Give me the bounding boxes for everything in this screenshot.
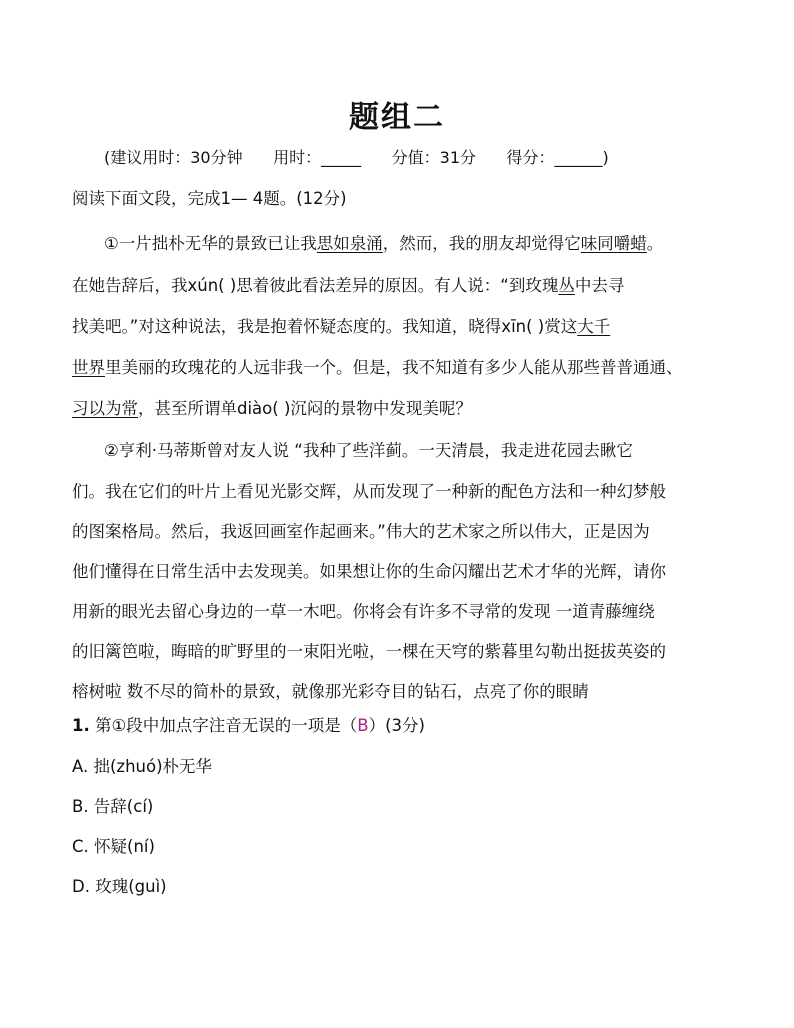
passage-text: ，甚至所谓单diào( )沉闷的景物中发现美呢？ [138, 399, 472, 418]
underlined-phrase: 味同嚼蜡 [580, 234, 647, 253]
underlined-phrase: 习以为常 [72, 399, 138, 418]
passage-line [72, 638, 666, 662]
question-number: 1. [72, 716, 90, 735]
passage-text: 用新的眼光去留心身边的一草一木吧。你将会有许多不寻常的发现 一道青藤缠绕 [72, 602, 655, 621]
passage-text: 中去寻 [574, 276, 625, 295]
passage-line [72, 395, 472, 419]
passage-line [72, 558, 666, 582]
underlined-phrase: 世界 [72, 358, 105, 377]
passage-text: ①一片拙朴无华的景致已让我 [104, 234, 317, 253]
reading-instruction: 阅读下面文段，完成1— 4题。(12分) [72, 189, 347, 208]
option-c: C. 怀疑(ní) [72, 837, 155, 856]
passage-line [72, 518, 650, 542]
passage-line [72, 313, 610, 337]
answer-letter: B [357, 716, 369, 735]
question-stem: 第①段中加点字注音无误的一项是（ [95, 716, 358, 735]
passage-text: 找美吧。”对这种说法，我是抱着怀疑态度的。我知道，晓得xīn( )赏这 [72, 317, 578, 336]
passage-text: 。 [646, 234, 664, 253]
passage-line [104, 230, 663, 254]
passage-line [72, 272, 624, 296]
passage-line [72, 598, 655, 622]
time-score-info: (建议用时：30分钟 用时：_____ 分值：31分 得分：______) [104, 148, 609, 167]
passage-text: 榕树啦 数不尽的简朴的景致，就像那光彩夺目的钻石，点亮了你的眼睛 [72, 682, 589, 701]
passage-line [104, 437, 633, 461]
underlined-phrase: 大千 [577, 317, 611, 336]
underlined-phrase: 思如泉涌 [316, 234, 383, 253]
passage-text: 的图案格局。然后，我返回画室作起画来。”伟大的艺术家之所以伟大，正是因为 [72, 522, 650, 541]
passage-text: ，然而，我的朋友却觉得它 [382, 234, 581, 253]
option-a: A. 拙(zhuó)朴无华 [72, 757, 213, 776]
passage-line [72, 354, 683, 378]
passage-text: 们。我在它们的叶片上看见光影交辉，从而发现了一种新的配色方法和一种幻梦般 [72, 482, 666, 501]
page-title: 题组二 [349, 100, 445, 135]
passage-text: ②亨利·马蒂斯曾对友人说 “我种了些洋蓟。一天清晨，我走进花园去瞅它 [104, 441, 633, 460]
underlined-phrase: 丛 [558, 276, 575, 295]
passage-text: 的旧篱笆啦，晦暗的旷野里的一束阳光啦，一棵在天穹的紫暮里勾勒出挺拔英姿的 [72, 642, 666, 661]
passage-text: 在她告辞后，我xún( )思着彼此看法差异的原因。有人说：“到玫瑰 [72, 276, 559, 295]
option-d: D. 玫瑰(guì) [72, 877, 167, 896]
question-1 [72, 712, 425, 736]
question-score: ）(3分) [368, 716, 425, 735]
passage-line [72, 678, 589, 702]
passage-text: 里美丽的玫瑰花的人远非我一个。但是，我不知道有多少人能从那些普普通通、 [105, 358, 683, 377]
passage-text: 他们懂得在日常生活中去发现美。如果想让你的生命闪耀出艺术才华的光辉，请你 [72, 562, 666, 581]
passage-line [72, 478, 666, 502]
option-b: B. 告辞(cí) [72, 797, 154, 816]
